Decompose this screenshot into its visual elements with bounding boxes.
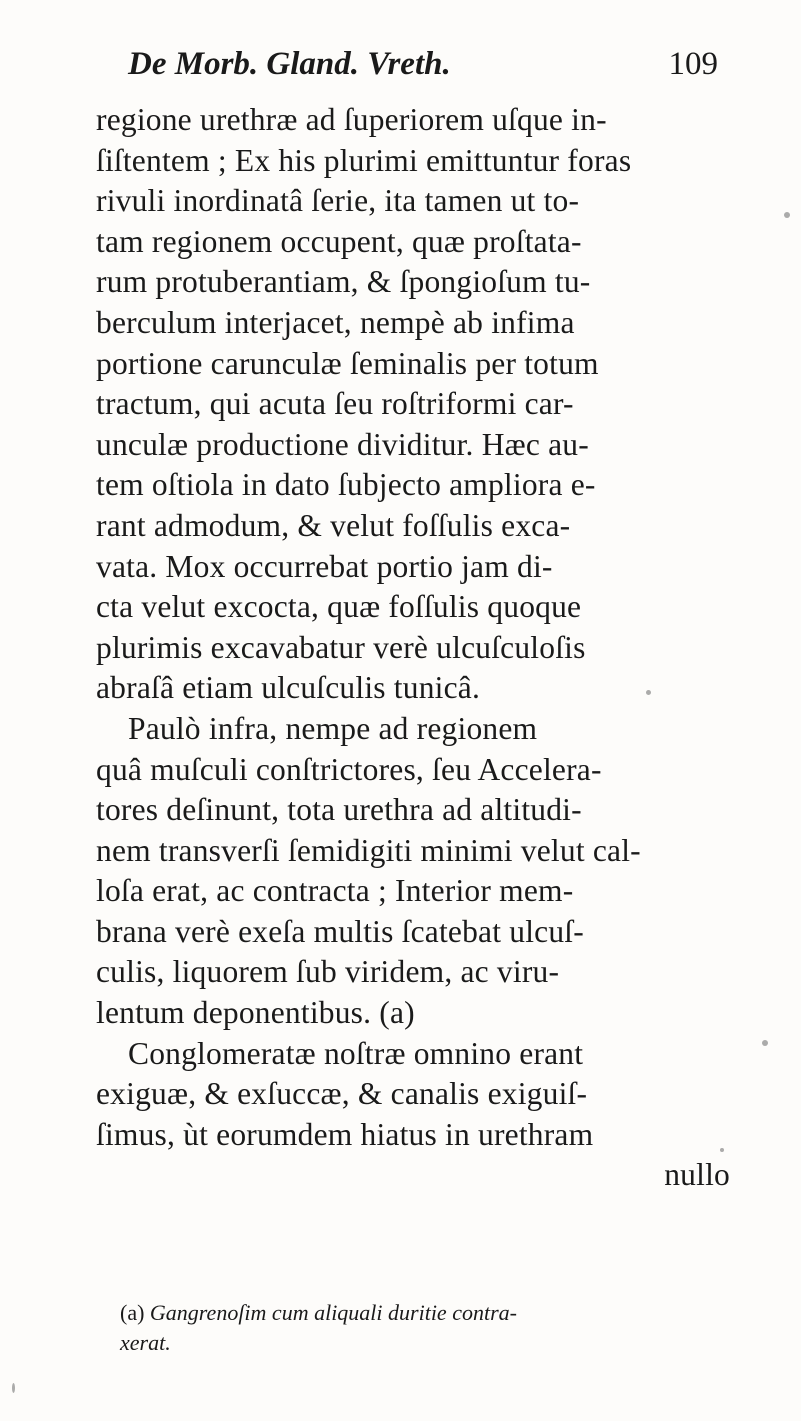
text-line: Paulò infra, nempe ad regionem (128, 710, 538, 746)
footnote-marker: (a) (120, 1300, 145, 1325)
paper-speck (720, 1148, 724, 1152)
text-line: abraſâ etiam ulcuſculis tunicâ. (96, 670, 481, 706)
text-line: rant admodum, & velut foſſulis exca- (96, 507, 571, 543)
text-line: portione carunculæ ſeminalis per totum (96, 345, 599, 381)
text-line: brana verè exeſa multis ſcatebat ulcuſ- (96, 913, 584, 949)
text-line: plurimis excavabatur verè ulcuſculoſis (96, 629, 586, 665)
text-line: tractum, qui acuta ſeu roſtriformi car- (96, 386, 574, 422)
text-line: exiguæ, & exſuccæ, & canalis exiguiſ- (96, 1076, 588, 1112)
text-line: lentum deponentibus. (a) (96, 995, 415, 1031)
running-head (96, 42, 718, 86)
text-line: cta velut excocta, quæ foſſulis quoque (96, 589, 582, 625)
text-line: Conglomeratæ noſtræ omnino erant (128, 1035, 584, 1071)
paper-speck (646, 690, 651, 695)
text-line: tores deſinunt, tota urethra ad altitudi- (96, 792, 582, 828)
text-line: tam regionem occupent, quæ proſtata- (96, 223, 582, 259)
running-head-title: De Morb. Gland. Vreth. (128, 46, 451, 82)
footnote-text: Gangrenoſim cum aliquali duritie contra- (149, 1300, 517, 1325)
footnote-line: xerat. (120, 1330, 171, 1355)
footnote (120, 1298, 720, 1358)
text-line: berculum interjacet, nempè ab infima (96, 304, 575, 340)
page-number: 109 (668, 46, 718, 82)
catchword: nullo (664, 1157, 730, 1193)
paper-speck (12, 1383, 15, 1393)
text-line: loſa erat, ac contracta ; Interior mem- (96, 873, 574, 909)
paper-speck (784, 212, 790, 218)
text-line: culis, liquorem ſub viridem, ac viru- (96, 954, 560, 990)
text-line: tem oſtiola in dato ſubjecto ampliora e- (96, 467, 596, 503)
text-line: unculæ productione dividitur. Hæc au- (96, 426, 589, 462)
text-line: nem transverſi ſemidigiti minimi velut cal- (96, 832, 641, 868)
text-line: ſiſtentem ; Ex his plurimi emittuntur foras (96, 142, 632, 178)
text-line: ſimus, ùt eorumdem hiatus in urethram (96, 1116, 594, 1152)
footnote-line (120, 1298, 720, 1328)
body-text (96, 100, 736, 1196)
text-line: vata. Mox occurrebat portio jam di- (96, 548, 553, 584)
text-line: quâ muſculi conſtrictores, ſeu Accelera- (96, 751, 602, 787)
paper-speck (762, 1040, 768, 1046)
text-line: rum protuberantiam, & ſpongioſum tu- (96, 264, 591, 300)
text-line: rivuli inordinatâ ſerie, ita tamen ut to- (96, 183, 580, 219)
text-line: regione urethræ ad ſuperiorem uſque in- (96, 102, 607, 137)
